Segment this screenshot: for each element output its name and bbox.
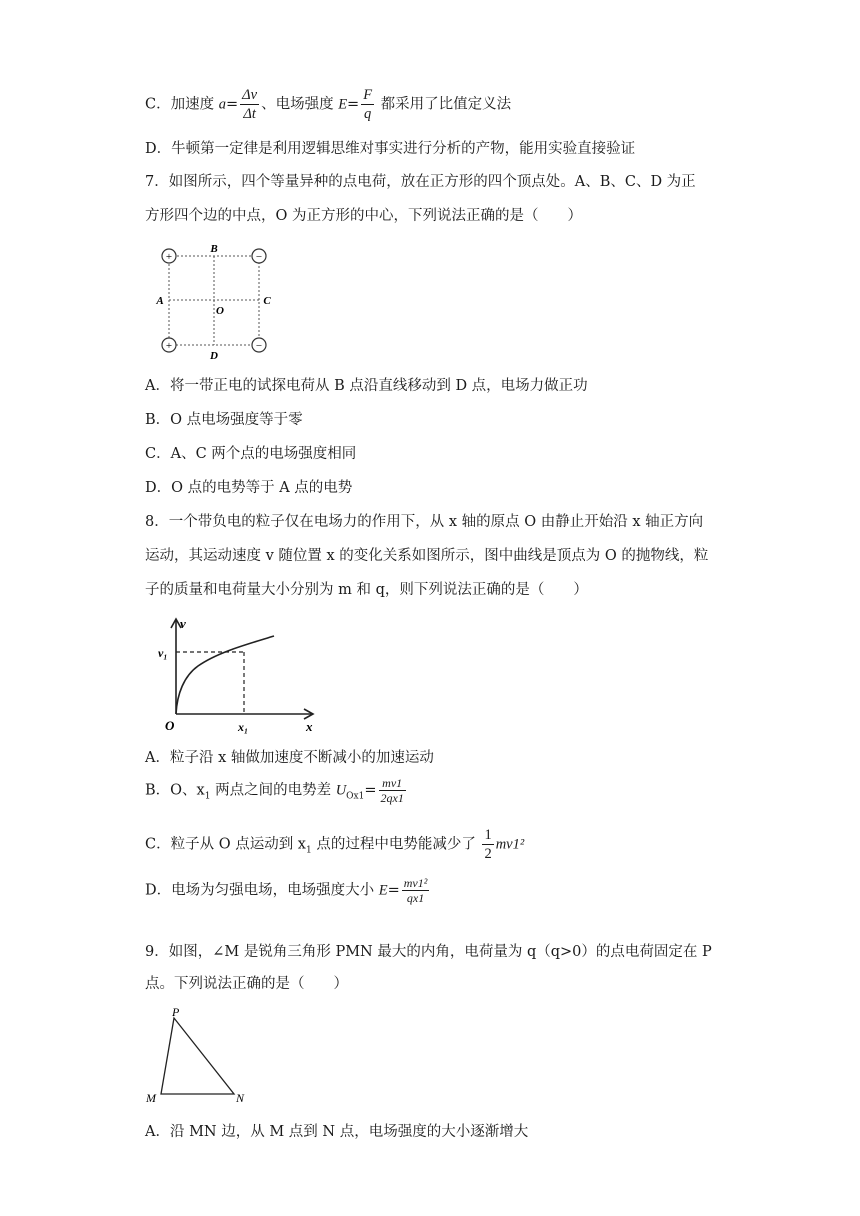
q7-square-charges-figure	[150, 242, 280, 362]
fraction-f-q: $\frac{F}{q}$	[363, 87, 373, 122]
label-m: M	[146, 1091, 156, 1105]
charge-bottom-right	[252, 338, 266, 352]
q7-option-b: B．O 点电场强度等于零	[145, 412, 303, 428]
charge-top-left	[162, 249, 176, 263]
label-o: O	[216, 305, 224, 317]
q8-stem-line1: 8．一个带负电的粒子仅在电场力的作用下，从 x 轴的原点 O 由静止开始沿 x 轴正方向	[145, 514, 704, 530]
q7-option-a: A．将一带正电的试探电荷从 B 点沿直线移动到 D 点，电场力做正功	[145, 378, 588, 394]
q8-stem-line2: 运动，其运动速度 v 随位置 x 的变化关系如图所示，图中曲线是顶点为 O 的抛物线，粒	[145, 548, 709, 564]
q7-stem-line1: 7．如图所示，四个等量异种的点电荷，放在正方形的四个顶点处。A、B、C、D 为正	[145, 174, 696, 190]
fraction-dv-dt: $\frac{\Delta v}{\Delta t}$	[242, 87, 258, 122]
q8-option-d: D．电场为匀强电场，电场强度大小 E= $\frac{\text{mv1²}}{qx1}$	[145, 876, 428, 905]
q8-v-x-graph	[158, 614, 326, 738]
label-x: x	[306, 719, 313, 734]
label-n: N	[236, 1091, 245, 1105]
q7-stem-line2: 方形四个边的中点，O 为正方形的中心，下列说法正确的是（ ）	[145, 208, 582, 224]
label-a: A	[156, 295, 164, 307]
charge-top-right	[252, 249, 266, 263]
q8-option-b: B．O、$x_1$ 两点之间的电势差 $U_{Ox1}=$ $\frac{mv1}{2qx1}$	[145, 776, 404, 805]
q6-option-d: D．牛顿第一定律是利用逻辑思维对事实进行分析的产物，能用实验直接验证	[145, 141, 636, 157]
svg-text:+: +	[165, 251, 173, 263]
label-p: P	[172, 1005, 180, 1019]
q9-triangle-figure	[142, 1004, 252, 1106]
q8-option-a: A．粒子沿 x 轴做加速度不断减小的加速运动	[145, 750, 434, 766]
charge-bottom-left	[162, 338, 176, 352]
q9-option-a: A．沿 MN 边，从 M 点到 N 点，电场强度的大小逐渐增大	[145, 1124, 529, 1140]
svg-text:+: +	[165, 340, 173, 352]
q6-option-c: C．加速度 a= $\frac{\Delta v}{\Delta t}$ 、电场强度 E= $\frac{F}{q}$ 都采用了比值定义法	[145, 87, 512, 122]
q8-option-c: C．粒子从 O 点运动到 $x_1$ 点的过程中电势能减少了 $\frac{1}{2}$ mv1²	[145, 827, 525, 862]
label-c: C	[263, 295, 271, 307]
label-origin: O	[165, 718, 175, 733]
q7-option-c: C．A、C 两个点的电场强度相同	[145, 446, 357, 462]
parabola-curve	[176, 636, 274, 714]
q9-stem-line2: 点。下列说法正确的是（ ）	[145, 976, 348, 992]
q8-stem-line3: 子的质量和电荷量大小分别为 m 和 q，则下列说法正确的是（ ）	[145, 582, 588, 598]
label-v1: v₁	[158, 646, 168, 660]
label-d: D	[210, 350, 218, 362]
svg-text:−: −	[255, 251, 263, 263]
label-x1: x₁	[238, 720, 249, 734]
q9-stem-line1: 9．如图，∠M 是锐角三角形 PMN 最大的内角，电荷量为 q（q>0）的点电荷固定在 P	[145, 944, 712, 960]
svg-text:−: −	[255, 340, 263, 352]
fraction-mv1sq-qx1: $\frac{\text{mv1²}}{qx1}$	[403, 876, 428, 905]
fraction-mv1-2qx1: $\frac{mv1}{2qx1}$	[380, 776, 404, 805]
label-b: B	[210, 243, 218, 255]
fraction-one-half: $\frac{1}{2}$	[484, 827, 492, 862]
triangle-pmn	[161, 1018, 234, 1094]
q7-option-d: D．O 点的电势等于 A 点的电势	[145, 480, 353, 496]
label-v: v	[180, 616, 186, 631]
